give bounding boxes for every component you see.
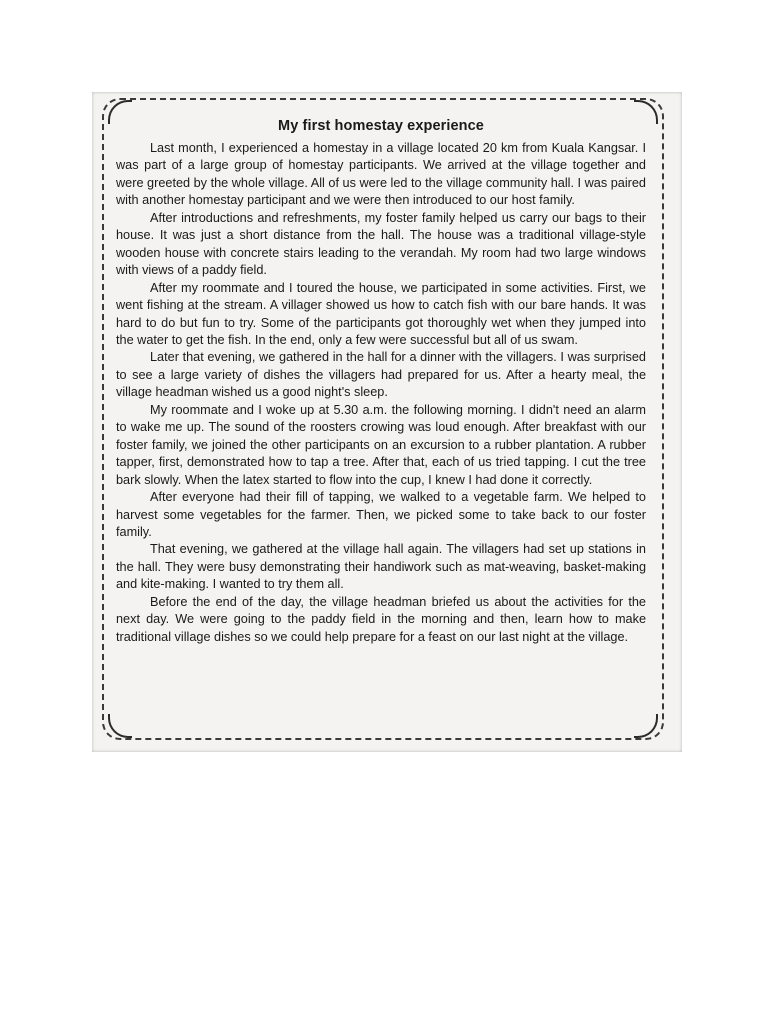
paragraph: After everyone had their fill of tapping, we walked to a vegetable farm. We helped to harvest some vegetables for the farmer. Then, we picked some to take back to our foster family. xyxy=(116,490,646,539)
frame-corner xyxy=(108,714,132,738)
paragraph: Later that evening, we gathered in the hall for a dinner with the villagers. I was surprised to see a large variety of dishes the villagers had prepared for us. After a hearty meal, the village headman wished us a good night's sleep. xyxy=(116,350,646,400)
article xyxy=(116,116,646,646)
frame-corner xyxy=(634,714,658,738)
paragraph: After introductions and refreshments, my foster family helped us carry our bags to their house. It was just a short distance from the hall. The house was a traditional village-style wooden house with concrete stairs leading to the verandah. My room had two large windows with views of a paddy field. xyxy=(116,210,646,278)
paragraph: Last month, I experienced a homestay in a village located 20 km from Kuala Kangsar. I was part of a large group of homestay participants. We arrived at the village together and were greeted by the whole village. All of us were led to the village community hall. I was paired with another homestay participant and we were then introduced to our host family. xyxy=(116,141,646,208)
scanned-page xyxy=(92,92,682,752)
article-title: My first homestay experience xyxy=(278,118,484,134)
paragraph: Before the end of the day, the village headman briefed us about the activities for the next day. We were going to the paddy field in the morning and then, learn how to make traditional village dishes so we could help prepare for a feast on our last night at the village. xyxy=(116,594,646,644)
paragraph: My roommate and I woke up at 5.30 a.m. the following morning. I didn't need an alarm to wake me up. The sound of the roosters crowing was loud enough. After breakfast with our foster family, we joined the other participants on an excursion to a rubber plantation. A rubber tapper, first, demonstrated how to tap a tree. After that, each of us tried tapping. I cut the tree bark slowly. When the latex started to flow into the cup, I knew I had done it correctly. xyxy=(116,402,646,487)
paragraph: After my roommate and I toured the house, we participated in some activities. First, we went fishing at the stream. A villager showed us how to catch fish with our bare hands. It was hard to do but fun to try. Some of the participants got thoroughly wet when they jumped into the water to get the fish. In the end, only a few were successful but all of us swam. xyxy=(116,280,646,347)
paragraph: That evening, we gathered at the village hall again. The villagers had set up stations in the hall. They were busy demonstrating their handiwork such as mat-weaving, basket-making and kite-making. I wanted to try them all. xyxy=(116,542,646,592)
